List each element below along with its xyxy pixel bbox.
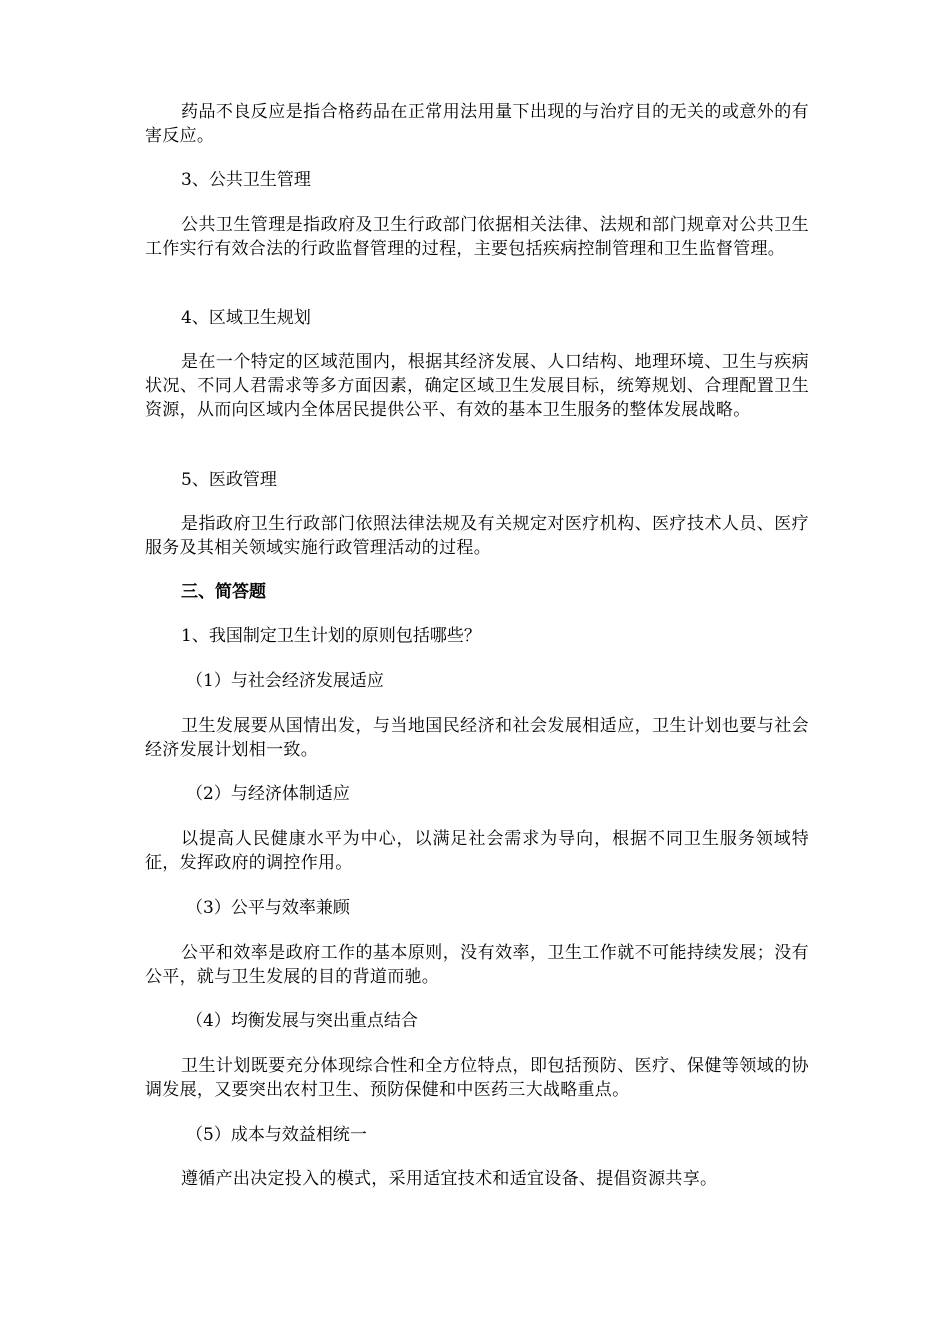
question-1: 1、我国制定卫生计划的原则包括哪些？ — [181, 626, 481, 646]
heading-public-health-management: 3、公共卫生管理 — [181, 170, 311, 190]
heading-medical-administration: 5、医政管理 — [181, 470, 277, 490]
section-short-answer-heading: 三、简答题 — [181, 582, 266, 602]
principle-5-paragraph: 遵循产出决定投入的模式，采用适宜技术和适宜设备、提倡资源共享。 — [181, 1169, 718, 1189]
principle-4-heading: （4）均衡发展与突出重点结合 — [186, 1011, 418, 1031]
principle-3-heading: （3）公平与效率兼顾 — [186, 898, 350, 918]
regional-health-planning-paragraph: 是在一个特定的区域范围内，根据其经济发展、人口结构、地理环境、卫生与疾病状况、不同人君需求等多方面因素，确定区域卫生发展目标，统筹规划、合理配置卫生资源，从而向区域内全体居民提供公平、有效的基本卫生服务的整体发展战略。 — [145, 352, 809, 420]
public-health-management-paragraph: 公共卫生管理是指政府及卫生行政部门依据相关法律、法规和部门规章对公共卫生工作实行有效合法的行政监督管理的过程，主要包括疾病控制管理和卫生监督管理。 — [145, 215, 809, 259]
principle-3-paragraph: 公平和效率是政府工作的基本原则，没有效率，卫生工作就不可能持续发展；没有公平，就与卫生发展的目的背道而驰。 — [145, 943, 809, 987]
principle-1-heading: （1）与社会经济发展适应 — [186, 671, 384, 691]
principle-2-heading: （2）与经济体制适应 — [186, 784, 350, 804]
medical-administration-paragraph: 是指政府卫生行政部门依照法律法规及有关规定对医疗机构、医疗技术人员、医疗服务及其相关领域实施行政管理活动的过程。 — [145, 514, 809, 558]
principle-5-heading: （5）成本与效益相统一 — [186, 1125, 367, 1145]
principle-4-paragraph: 卫生计划既要充分体现综合性和全方位特点，即包括预防、医疗、保健等领域的协调发展，又要突出农村卫生、预防保健和中医药三大战略重点。 — [145, 1056, 809, 1100]
adr-definition-paragraph: 药品不良反应是指合格药品在正常用法用量下出现的与治疗目的无关的或意外的有害反应。 — [145, 102, 809, 146]
principle-2-paragraph: 以提高人民健康水平为中心，以满足社会需求为导向，根据不同卫生服务领域特征，发挥政府的调控作用。 — [145, 829, 809, 873]
principle-1-paragraph: 卫生发展要从国情出发，与当地国民经济和社会发展相适应，卫生计划也要与社会经济发展计划相一致。 — [145, 716, 809, 760]
heading-regional-health-planning: 4、区域卫生规划 — [181, 308, 311, 328]
